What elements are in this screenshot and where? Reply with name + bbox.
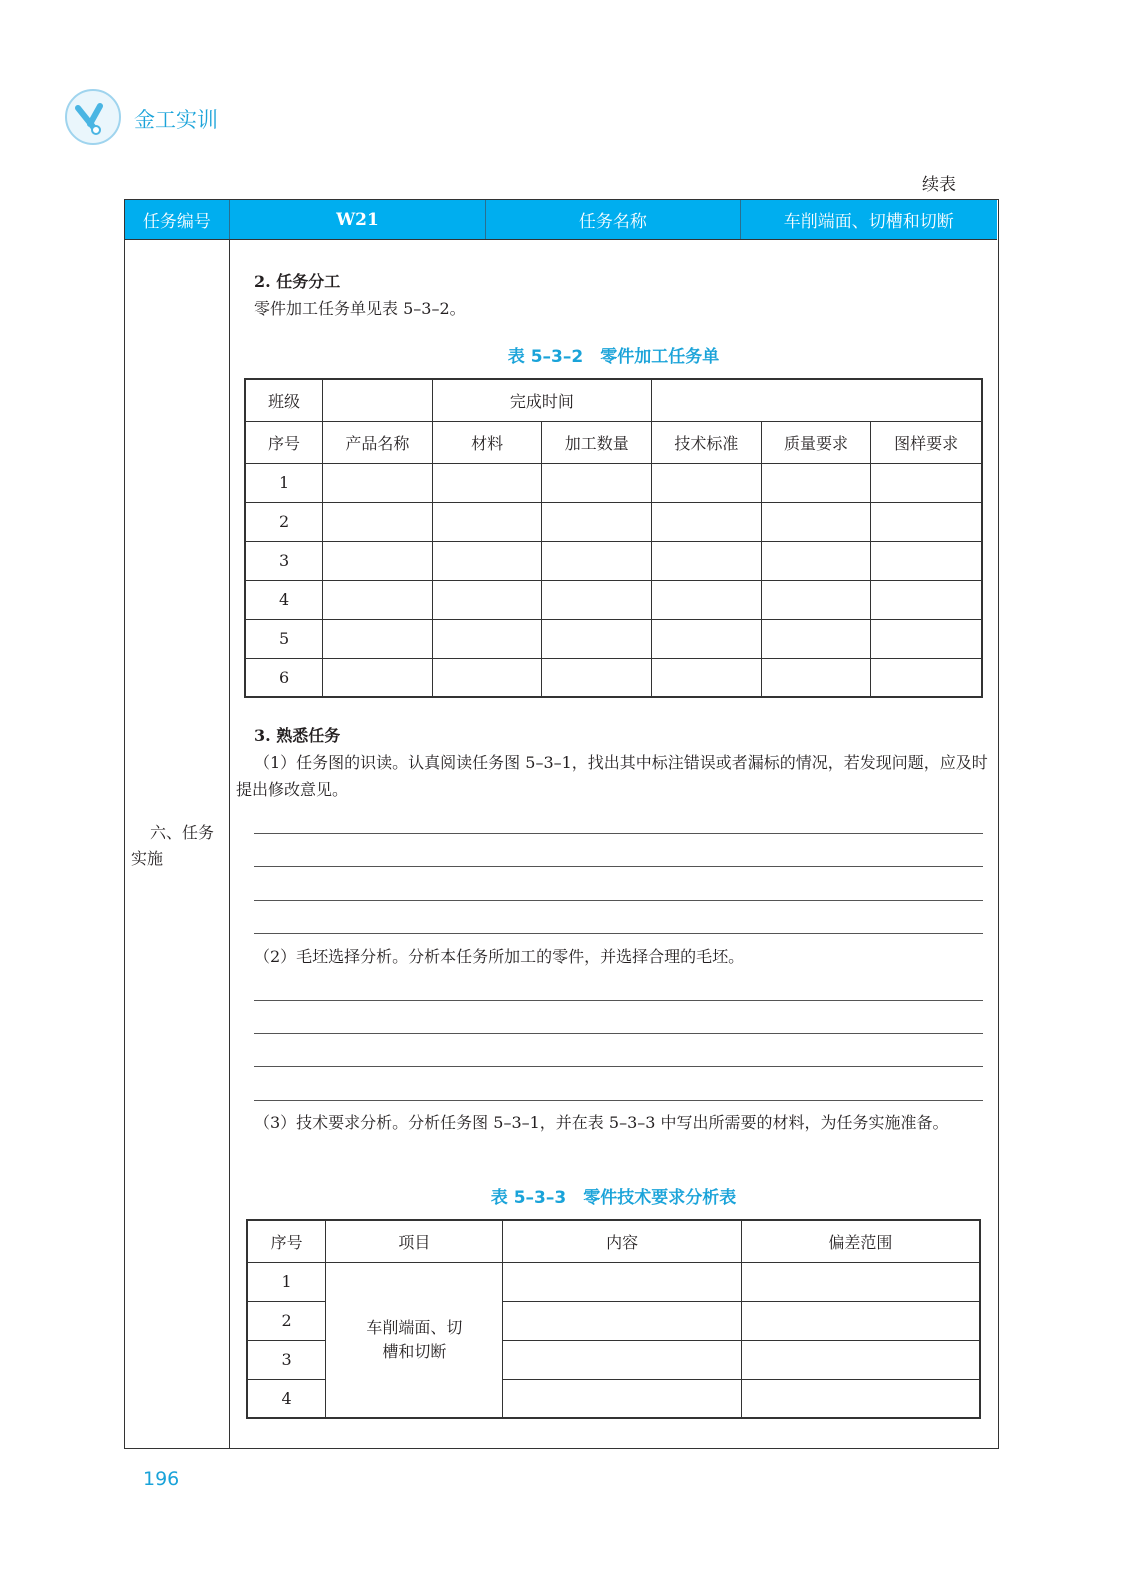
row-number: 2 bbox=[247, 1301, 326, 1340]
table-cell[interactable] bbox=[652, 502, 762, 541]
answer-line[interactable] bbox=[254, 933, 983, 934]
answer-line[interactable] bbox=[254, 1033, 983, 1034]
column-header: 序号 bbox=[245, 421, 323, 463]
table-cell[interactable] bbox=[761, 502, 871, 541]
answer-line[interactable] bbox=[254, 1100, 983, 1101]
s3-p2: （2）毛坯选择分析。分析本任务所加工的零件，并选择合理的毛坯。 bbox=[254, 947, 745, 966]
task-name-label: 任务名称 bbox=[486, 200, 740, 239]
table2-caption: 表 5–3–3 零件技术要求分析表 bbox=[490, 1188, 737, 1208]
table-row bbox=[245, 580, 982, 619]
content-cell[interactable] bbox=[503, 1262, 741, 1301]
s3-p1: （1）任务图的识读。认真阅读任务图 5–3–1，找出其中标注错误或者漏标的情况，若发现问题，应及时提出修改意见。 bbox=[236, 753, 988, 799]
column-header: 内容 bbox=[503, 1220, 741, 1262]
class-label: 班级 bbox=[245, 379, 323, 421]
table-cell[interactable] bbox=[761, 658, 871, 697]
column-header: 质量要求 bbox=[761, 421, 871, 463]
tolerance-cell[interactable] bbox=[741, 1301, 980, 1340]
column-header: 加工数量 bbox=[542, 421, 652, 463]
class-cell[interactable] bbox=[323, 379, 433, 421]
table-row bbox=[245, 463, 982, 502]
column-header: 序号 bbox=[247, 1220, 326, 1262]
s3-p3: （3）技术要求分析。分析任务图 5–3–1，并在表 5–3–3 中写出所需要的材料，为任务实施准备。 bbox=[254, 1113, 949, 1132]
content-cell[interactable] bbox=[503, 1379, 741, 1418]
table-cell[interactable] bbox=[432, 541, 542, 580]
table-cell[interactable] bbox=[761, 463, 871, 502]
table-cell[interactable] bbox=[432, 580, 542, 619]
table-cell[interactable] bbox=[542, 658, 652, 697]
table-cell[interactable] bbox=[652, 541, 762, 580]
table-cell[interactable] bbox=[652, 463, 762, 502]
row-number: 1 bbox=[245, 463, 323, 502]
row-number: 4 bbox=[247, 1379, 326, 1418]
table-cell[interactable] bbox=[871, 541, 982, 580]
column-header: 产品名称 bbox=[323, 421, 433, 463]
table-row bbox=[245, 658, 982, 697]
column-header: 技术标准 bbox=[652, 421, 762, 463]
time-label: 完成时间 bbox=[432, 379, 651, 421]
column-header: 项目 bbox=[326, 1220, 503, 1262]
row-number: 6 bbox=[245, 658, 323, 697]
row-number: 2 bbox=[245, 502, 323, 541]
table-cell[interactable] bbox=[761, 619, 871, 658]
table-cell[interactable] bbox=[323, 463, 433, 502]
row-number: 3 bbox=[247, 1340, 326, 1379]
table1-caption: 表 5–3–2 零件加工任务单 bbox=[507, 347, 720, 367]
answer-line[interactable] bbox=[254, 833, 983, 834]
table-cell[interactable] bbox=[761, 580, 871, 619]
section-label: 六、任务实施 bbox=[131, 823, 215, 868]
answer-line[interactable] bbox=[254, 1066, 983, 1067]
table-cell[interactable] bbox=[871, 463, 982, 502]
task-name-value: 车削端面、切槽和切断 bbox=[783, 212, 954, 232]
table-cell[interactable] bbox=[432, 463, 542, 502]
table-cell[interactable] bbox=[323, 580, 433, 619]
task-header-row bbox=[125, 200, 997, 240]
row-number: 1 bbox=[247, 1262, 326, 1301]
page-number: 196 bbox=[143, 1468, 180, 1490]
table-row bbox=[245, 541, 982, 580]
table-cell[interactable] bbox=[432, 502, 542, 541]
tolerance-cell[interactable] bbox=[741, 1340, 980, 1379]
content-cell[interactable] bbox=[503, 1301, 741, 1340]
answer-line[interactable] bbox=[254, 866, 983, 867]
table-cell[interactable] bbox=[542, 580, 652, 619]
table-row bbox=[245, 619, 982, 658]
s2-text: 零件加工任务单见表 5–3–2。 bbox=[254, 299, 466, 318]
column-header: 材料 bbox=[432, 421, 542, 463]
column-header: 偏差范围 bbox=[741, 1220, 980, 1262]
table-cell[interactable] bbox=[652, 619, 762, 658]
table-cell[interactable] bbox=[542, 541, 652, 580]
table-cell[interactable] bbox=[432, 619, 542, 658]
table-row bbox=[247, 1262, 980, 1301]
table-cell[interactable] bbox=[542, 502, 652, 541]
column-divider bbox=[229, 240, 230, 1448]
book-title: 金工实训 bbox=[134, 108, 218, 132]
table-cell[interactable] bbox=[871, 580, 982, 619]
table-cell[interactable] bbox=[432, 658, 542, 697]
task-id-value: W21 bbox=[230, 200, 486, 239]
s2-title: 2. 任务分工 bbox=[254, 272, 341, 291]
wrench-logo-icon bbox=[64, 88, 124, 148]
task-id-label: 任务编号 bbox=[125, 200, 230, 239]
column-header: 图样要求 bbox=[871, 421, 982, 463]
time-cell[interactable] bbox=[652, 379, 982, 421]
row-number: 4 bbox=[245, 580, 323, 619]
tech-requirement-table bbox=[246, 1219, 981, 1419]
table-cell[interactable] bbox=[871, 502, 982, 541]
tolerance-cell[interactable] bbox=[741, 1379, 980, 1418]
answer-line[interactable] bbox=[254, 1000, 983, 1001]
task-assignment-table bbox=[244, 378, 983, 698]
item-cell: 车削端面、切槽和切断 bbox=[326, 1262, 503, 1418]
table-cell[interactable] bbox=[542, 619, 652, 658]
table-cell[interactable] bbox=[652, 658, 762, 697]
table-cell[interactable] bbox=[323, 658, 433, 697]
tolerance-cell[interactable] bbox=[741, 1262, 980, 1301]
table-cell[interactable] bbox=[871, 658, 982, 697]
table-cell[interactable] bbox=[652, 580, 762, 619]
table-cell[interactable] bbox=[323, 502, 433, 541]
table-cell[interactable] bbox=[323, 619, 433, 658]
answer-line[interactable] bbox=[254, 900, 983, 901]
table-row bbox=[245, 502, 982, 541]
row-number: 3 bbox=[245, 541, 323, 580]
s3-title: 3. 熟悉任务 bbox=[254, 726, 341, 745]
content-cell[interactable] bbox=[503, 1340, 741, 1379]
table-cell[interactable] bbox=[761, 541, 871, 580]
table-cell[interactable] bbox=[871, 619, 982, 658]
continued-label: 续表 bbox=[922, 175, 956, 195]
table-cell[interactable] bbox=[323, 541, 433, 580]
table-cell[interactable] bbox=[542, 463, 652, 502]
row-number: 5 bbox=[245, 619, 323, 658]
